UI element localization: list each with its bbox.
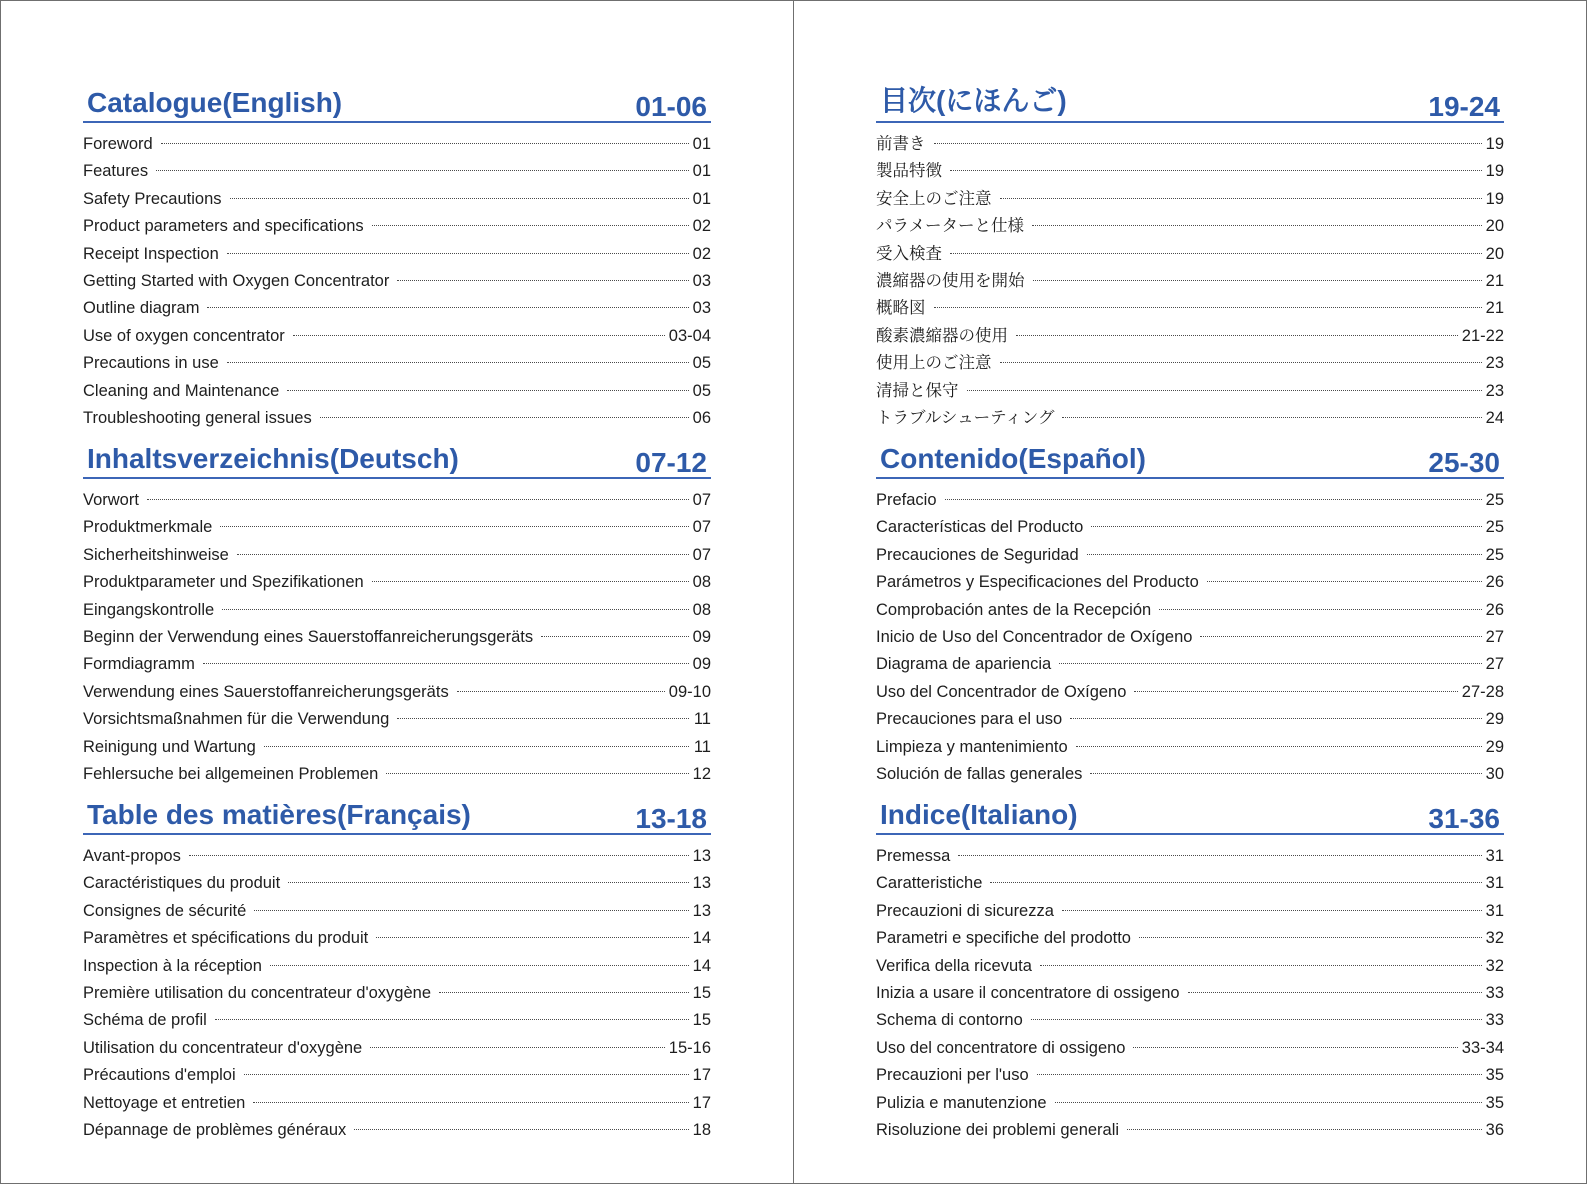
left-column bbox=[83, 81, 711, 1149]
toc-entry[interactable] bbox=[876, 213, 1504, 240]
dot-leader bbox=[227, 253, 689, 254]
toc-entry-label: Características del Producto bbox=[876, 518, 1084, 537]
toc-entry[interactable] bbox=[876, 241, 1504, 268]
toc-entry[interactable] bbox=[876, 1090, 1504, 1117]
toc-entry[interactable] bbox=[876, 514, 1504, 541]
toc-entry-page: 31 bbox=[1485, 901, 1504, 920]
toc-entry-label: トラブルシューティング bbox=[876, 408, 1055, 427]
dot-leader bbox=[1139, 937, 1482, 938]
dot-leader bbox=[1070, 718, 1481, 719]
toc-section-french bbox=[83, 793, 711, 1149]
toc-entry-page: 19 bbox=[1485, 135, 1504, 153]
section-title: Table des matières(Français) bbox=[87, 799, 471, 830]
toc-entry[interactable] bbox=[876, 761, 1504, 788]
dot-leader bbox=[1059, 663, 1481, 664]
toc-entry-page: 27 bbox=[1485, 627, 1504, 646]
toc-entry-label: 前書き bbox=[876, 135, 926, 153]
section-title: Indice(Italiano) bbox=[880, 799, 1078, 830]
toc-entry[interactable] bbox=[83, 1007, 711, 1034]
dot-leader bbox=[1134, 691, 1457, 692]
section-page-range: 25-30 bbox=[1428, 447, 1500, 478]
toc-entry-page: 14 bbox=[692, 956, 711, 975]
toc-entry[interactable] bbox=[83, 1035, 711, 1062]
toc-entry-label: Caractéristiques du produit bbox=[83, 874, 281, 893]
toc-entry-label: Precauzioni per l'uso bbox=[876, 1066, 1029, 1085]
toc-entry-label: Features bbox=[83, 162, 149, 181]
toc-entry-page: 03 bbox=[692, 299, 711, 318]
toc-entry-page: 03 bbox=[692, 271, 711, 290]
toc-entry-page: 32 bbox=[1485, 929, 1504, 948]
dot-leader bbox=[1000, 362, 1482, 363]
toc-entry[interactable] bbox=[876, 980, 1504, 1007]
toc-entry[interactable] bbox=[83, 1062, 711, 1089]
toc-entry-page: 13 bbox=[692, 847, 711, 865]
toc-entry-label: Parametri e specifiche del prodotto bbox=[876, 929, 1131, 948]
section-header bbox=[876, 81, 1504, 123]
toc-entry-label: Precauzioni di sicurezza bbox=[876, 901, 1054, 920]
toc-entry[interactable] bbox=[876, 487, 1504, 514]
dot-leader bbox=[1200, 636, 1481, 637]
toc-entry[interactable] bbox=[83, 323, 711, 350]
toc-entry[interactable] bbox=[83, 295, 711, 322]
toc-entry-page: 11 bbox=[693, 710, 711, 729]
dot-leader bbox=[293, 335, 665, 336]
toc-entry-label: Precautions in use bbox=[83, 354, 219, 373]
toc-entry[interactable] bbox=[876, 268, 1504, 295]
toc-entry[interactable] bbox=[83, 624, 711, 651]
toc-entry[interactable] bbox=[876, 679, 1504, 706]
toc-entry-label: 使用上のご注意 bbox=[876, 354, 992, 373]
toc-entry[interactable] bbox=[876, 651, 1504, 678]
toc-entry-page: 25 bbox=[1485, 545, 1504, 564]
toc-entry-page: 26 bbox=[1485, 573, 1504, 592]
toc-entry-page: 32 bbox=[1485, 956, 1504, 975]
toc-entry-page: 11 bbox=[693, 737, 711, 756]
toc-entry-page: 01 bbox=[692, 162, 711, 181]
toc-entry-page: 29 bbox=[1485, 737, 1504, 756]
toc-entry-label: Consignes de sécurité bbox=[83, 901, 247, 920]
toc-entry[interactable] bbox=[876, 295, 1504, 322]
toc-entry[interactable] bbox=[876, 542, 1504, 569]
toc-entry-label: Précautions d'emploi bbox=[83, 1066, 236, 1085]
toc-entry[interactable] bbox=[83, 980, 711, 1007]
toc-entry-page: 18 bbox=[692, 1120, 711, 1139]
toc-entry-label: Paramètres et spécifications du produit bbox=[83, 929, 369, 948]
toc-entry[interactable] bbox=[83, 405, 711, 432]
toc-entry-page: 02 bbox=[692, 244, 711, 263]
section-title: Inhaltsverzeichnis(Deutsch) bbox=[87, 443, 459, 474]
toc-entry[interactable] bbox=[83, 706, 711, 733]
right-page bbox=[793, 0, 1587, 1184]
dot-leader bbox=[1091, 526, 1481, 527]
toc-entry-page: 26 bbox=[1485, 600, 1504, 619]
toc-entry-label: 安全上のご注意 bbox=[876, 189, 992, 208]
dot-leader bbox=[1159, 609, 1481, 610]
toc-entry[interactable] bbox=[83, 761, 711, 788]
toc-entry-page: 23 bbox=[1485, 381, 1504, 400]
toc-entry[interactable] bbox=[876, 1062, 1504, 1089]
toc-entry-label: Schéma de profil bbox=[83, 1011, 207, 1030]
toc-entry-label: Produktparameter und Spezifikationen bbox=[83, 573, 364, 592]
dot-leader bbox=[227, 362, 689, 363]
dot-leader bbox=[397, 280, 688, 281]
dot-leader bbox=[222, 609, 688, 610]
toc-entry-label: Dépannage de problèmes généraux bbox=[83, 1120, 347, 1139]
toc-entry[interactable] bbox=[83, 651, 711, 678]
toc-entry[interactable] bbox=[876, 870, 1504, 897]
dot-leader bbox=[264, 746, 689, 747]
section-title: Catalogue(English) bbox=[87, 87, 343, 118]
toc-entry-label: Comprobación antes de la Recepción bbox=[876, 600, 1152, 619]
dot-leader bbox=[147, 499, 689, 500]
toc-entry-label: Limpieza y mantenimiento bbox=[876, 737, 1068, 756]
dot-leader bbox=[189, 855, 689, 856]
toc-entry[interactable] bbox=[83, 870, 711, 897]
toc-entry[interactable] bbox=[876, 158, 1504, 185]
dot-leader bbox=[1062, 910, 1482, 911]
section-header bbox=[876, 793, 1504, 835]
toc-entry-page: 07 bbox=[692, 518, 711, 537]
toc-entry-page: 30 bbox=[1485, 764, 1504, 783]
toc-entry-page: 09 bbox=[692, 627, 711, 646]
toc-entry[interactable] bbox=[876, 350, 1504, 377]
toc-entry-label: Sicherheitshinweise bbox=[83, 545, 229, 564]
toc-entry-page: 31 bbox=[1485, 847, 1504, 865]
toc-entry-label: Getting Started with Oxygen Concentrator bbox=[83, 271, 390, 290]
toc-section-german bbox=[83, 437, 711, 793]
toc-entry-label: Use of oxygen concentrator bbox=[83, 326, 285, 345]
toc-entry[interactable] bbox=[83, 597, 711, 624]
section-title: Contenido(Español) bbox=[880, 443, 1146, 474]
toc-entry-label: Vorwort bbox=[83, 491, 139, 509]
toc-entry-page: 03-04 bbox=[668, 326, 711, 345]
dot-leader bbox=[1090, 773, 1481, 774]
toc-entry[interactable] bbox=[876, 706, 1504, 733]
toc-entry[interactable] bbox=[876, 405, 1504, 432]
dot-leader bbox=[376, 937, 688, 938]
toc-entry[interactable] bbox=[876, 925, 1504, 952]
toc-entry-page: 25 bbox=[1485, 518, 1504, 537]
toc-entry-page: 09-10 bbox=[668, 682, 711, 701]
dot-leader bbox=[1055, 1102, 1482, 1103]
toc-entry-label: Caratteristiche bbox=[876, 874, 983, 893]
dot-leader bbox=[397, 718, 689, 719]
toc-entry-page: 33-34 bbox=[1461, 1038, 1504, 1057]
toc-entry[interactable] bbox=[83, 131, 711, 158]
dot-leader bbox=[1037, 1074, 1482, 1075]
toc-entry-page: 05 bbox=[692, 381, 711, 400]
toc-entry-label: Precauciones para el uso bbox=[876, 710, 1063, 729]
toc-entry-label: Diagrama de apariencia bbox=[876, 655, 1052, 674]
dot-leader bbox=[372, 581, 689, 582]
toc-entry[interactable] bbox=[83, 843, 711, 870]
toc-entry-label: Inicio de Uso del Concentrador de Oxígeno bbox=[876, 627, 1193, 646]
toc-entry-label: Avant-propos bbox=[83, 847, 181, 865]
toc-entry-label: Eingangskontrolle bbox=[83, 600, 215, 619]
toc-entry-page: 01 bbox=[692, 135, 711, 153]
toc-entry[interactable] bbox=[83, 241, 711, 268]
section-title: 目次(にほんご) bbox=[880, 85, 1067, 116]
toc-entry-label: Utilisation du concentrateur d'oxygène bbox=[83, 1038, 363, 1057]
toc-entry[interactable] bbox=[876, 734, 1504, 761]
toc-entry-label: Pulizia e manutenzione bbox=[876, 1093, 1047, 1112]
toc-entry[interactable] bbox=[83, 213, 711, 240]
toc-entry-label: Precauciones de Seguridad bbox=[876, 545, 1079, 564]
toc-entry-page: 35 bbox=[1485, 1093, 1504, 1112]
section-header bbox=[83, 437, 711, 479]
dot-leader bbox=[156, 170, 689, 171]
toc-entry-label: Parámetros y Especificaciones del Producto bbox=[876, 573, 1199, 592]
toc-entry-page: 13 bbox=[692, 874, 711, 893]
toc-entry-page: 25 bbox=[1485, 491, 1504, 509]
toc-entry-page: 15 bbox=[692, 983, 711, 1002]
dot-leader bbox=[967, 390, 1482, 391]
toc-entry-label: Cleaning and Maintenance bbox=[83, 381, 280, 400]
section-header bbox=[83, 81, 711, 123]
toc-entry[interactable] bbox=[83, 953, 711, 980]
toc-entry-page: 07 bbox=[692, 545, 711, 564]
dot-leader bbox=[237, 554, 689, 555]
toc-entry[interactable] bbox=[876, 186, 1504, 213]
dot-leader bbox=[1016, 335, 1458, 336]
toc-entry-page: 12 bbox=[692, 764, 711, 783]
dot-leader bbox=[945, 499, 1482, 500]
section-page-range: 19-24 bbox=[1428, 91, 1500, 122]
toc-entry-label: Vorsichtsmaßnahmen für die Verwendung bbox=[83, 710, 390, 729]
toc-entry-page: 35 bbox=[1485, 1066, 1504, 1085]
dot-leader bbox=[958, 855, 1481, 856]
dot-leader bbox=[950, 170, 1482, 171]
dot-leader bbox=[386, 773, 688, 774]
toc-entry-label: 概略図 bbox=[876, 299, 926, 318]
toc-entry-page: 09 bbox=[692, 655, 711, 674]
dot-leader bbox=[541, 636, 689, 637]
toc-entry[interactable] bbox=[83, 898, 711, 925]
toc-entry-page: 36 bbox=[1485, 1120, 1504, 1139]
dot-leader bbox=[244, 1074, 689, 1075]
dot-leader bbox=[1040, 965, 1482, 966]
dot-leader bbox=[254, 910, 688, 911]
toc-entry[interactable] bbox=[876, 569, 1504, 596]
toc-entry[interactable] bbox=[876, 953, 1504, 980]
dot-leader bbox=[220, 526, 688, 527]
toc-entry[interactable] bbox=[83, 734, 711, 761]
toc-entry-label: Receipt Inspection bbox=[83, 244, 219, 263]
toc-entry-page: 21 bbox=[1485, 299, 1504, 318]
toc-entry[interactable] bbox=[83, 925, 711, 952]
toc-entry-page: 21-22 bbox=[1461, 326, 1504, 345]
toc-entry[interactable] bbox=[83, 679, 711, 706]
toc-entry-page: 20 bbox=[1485, 217, 1504, 236]
dot-leader bbox=[457, 691, 665, 692]
dot-leader bbox=[1032, 225, 1482, 226]
toc-entry-page: 17 bbox=[692, 1093, 711, 1112]
section-page-range: 31-36 bbox=[1428, 803, 1500, 834]
dot-leader bbox=[215, 1019, 689, 1020]
toc-entry-label: 酸素濃縮器の使用 bbox=[876, 326, 1008, 345]
toc-entry-page: 13 bbox=[692, 901, 711, 920]
dot-leader bbox=[370, 1047, 665, 1048]
dot-leader bbox=[288, 882, 688, 883]
toc-section-english bbox=[83, 81, 711, 437]
dot-leader bbox=[1133, 1047, 1457, 1048]
toc-entry-page: 08 bbox=[692, 600, 711, 619]
section-header bbox=[876, 437, 1504, 479]
dot-leader bbox=[1127, 1129, 1482, 1130]
toc-entry-page: 06 bbox=[692, 408, 711, 427]
dot-leader bbox=[253, 1102, 688, 1103]
toc-entry-page: 19 bbox=[1485, 162, 1504, 181]
dot-leader bbox=[934, 143, 1482, 144]
toc-entry-page: 33 bbox=[1485, 983, 1504, 1002]
dot-leader bbox=[934, 307, 1482, 308]
toc-entry-label: Beginn der Verwendung eines Sauerstoffanreicherungsgeräts bbox=[83, 627, 534, 646]
toc-entry[interactable] bbox=[83, 378, 711, 405]
toc-entry-label: Formdiagramm bbox=[83, 655, 195, 674]
toc-entry-page: 19 bbox=[1485, 189, 1504, 208]
left-page bbox=[0, 0, 794, 1184]
toc-entry-label: Inspection à la réception bbox=[83, 956, 262, 975]
toc-entry-label: Première utilisation du concentrateur d'oxygène bbox=[83, 983, 432, 1002]
dot-leader bbox=[230, 198, 689, 199]
toc-entry[interactable] bbox=[83, 514, 711, 541]
toc-entry-label: Outline diagram bbox=[83, 299, 200, 318]
dot-leader bbox=[287, 390, 688, 391]
section-page-range: 01-06 bbox=[635, 91, 707, 122]
section-header bbox=[83, 793, 711, 835]
toc-entry[interactable] bbox=[83, 186, 711, 213]
toc-entry-page: 05 bbox=[692, 354, 711, 373]
toc-entry[interactable] bbox=[876, 843, 1504, 870]
toc-entry-label: Nettoyage et entretien bbox=[83, 1093, 246, 1112]
toc-entry[interactable] bbox=[83, 487, 711, 514]
right-column bbox=[876, 81, 1504, 1149]
section-page-range: 13-18 bbox=[635, 803, 707, 834]
toc-entry-label: Schema di contorno bbox=[876, 1011, 1023, 1030]
toc-entry-label: Verwendung eines Sauerstoffanreicherungsgeräts bbox=[83, 682, 449, 701]
toc-entry[interactable] bbox=[876, 131, 1504, 158]
toc-entry[interactable] bbox=[876, 1035, 1504, 1062]
toc-entry-label: Uso del concentratore di ossigeno bbox=[876, 1038, 1126, 1057]
toc-entry-label: Fehlersuche bei allgemeinen Problemen bbox=[83, 764, 379, 783]
toc-entry-label: Solución de fallas generales bbox=[876, 764, 1083, 783]
dot-leader bbox=[320, 417, 689, 418]
toc-section-italian bbox=[876, 793, 1504, 1149]
toc-entry[interactable] bbox=[83, 268, 711, 295]
toc-entry-label: Premessa bbox=[876, 847, 951, 865]
dot-leader bbox=[203, 663, 689, 664]
dot-leader bbox=[207, 307, 688, 308]
toc-entry-page: 17 bbox=[692, 1066, 711, 1085]
toc-entry-page: 27 bbox=[1485, 655, 1504, 674]
toc-entry[interactable] bbox=[876, 378, 1504, 405]
toc-entry-label: 受入検査 bbox=[876, 244, 942, 263]
toc-entry-label: 清掃と保守 bbox=[876, 381, 959, 400]
dot-leader bbox=[439, 992, 689, 993]
dot-leader bbox=[950, 253, 1482, 254]
toc-section-spanish bbox=[876, 437, 1504, 793]
toc-section-japanese bbox=[876, 81, 1504, 437]
dot-leader bbox=[1188, 992, 1482, 993]
toc-entry-page: 07 bbox=[692, 491, 711, 509]
toc-entry-label: Foreword bbox=[83, 135, 153, 153]
dot-leader bbox=[1062, 417, 1481, 418]
toc-entry-label: Inizia a usare il concentratore di ossigeno bbox=[876, 983, 1180, 1002]
toc-entry-page: 21 bbox=[1485, 271, 1504, 290]
toc-entry-page: 29 bbox=[1485, 710, 1504, 729]
toc-entry[interactable] bbox=[876, 597, 1504, 624]
toc-entry-label: Prefacio bbox=[876, 491, 937, 509]
toc-entry-label: Troubleshooting general issues bbox=[83, 408, 312, 427]
toc-entry-page: 02 bbox=[692, 217, 711, 236]
toc-entry-label: Verifica della ricevuta bbox=[876, 956, 1032, 975]
dot-leader bbox=[1207, 581, 1482, 582]
toc-entry-page: 20 bbox=[1485, 244, 1504, 263]
dot-leader bbox=[1076, 746, 1482, 747]
toc-entry-page: 33 bbox=[1485, 1011, 1504, 1030]
toc-entry-label: パラメーターと仕様 bbox=[876, 217, 1025, 236]
toc-entry-page: 27-28 bbox=[1461, 682, 1504, 701]
dot-leader bbox=[354, 1129, 688, 1130]
toc-entry-label: Safety Precautions bbox=[83, 189, 222, 208]
toc-entry-page: 01 bbox=[692, 189, 711, 208]
toc-entry-label: 濃縮器の使用を開始 bbox=[876, 271, 1025, 290]
toc-entry[interactable] bbox=[876, 624, 1504, 651]
toc-entry[interactable] bbox=[83, 158, 711, 185]
toc-entry-page: 31 bbox=[1485, 874, 1504, 893]
dot-leader bbox=[1087, 554, 1482, 555]
dot-leader bbox=[1000, 198, 1482, 199]
dot-leader bbox=[1033, 280, 1482, 281]
toc-entry-page: 24 bbox=[1485, 408, 1504, 427]
toc-entry-page: 23 bbox=[1485, 354, 1504, 373]
toc-entry[interactable] bbox=[83, 1117, 711, 1144]
toc-entry-label: Risoluzione dei problemi generali bbox=[876, 1120, 1120, 1139]
section-page-range: 07-12 bbox=[635, 447, 707, 478]
toc-entry-label: Uso del Concentrador de Oxígeno bbox=[876, 682, 1127, 701]
toc-entry[interactable] bbox=[876, 898, 1504, 925]
toc-entry[interactable] bbox=[83, 569, 711, 596]
dot-leader bbox=[990, 882, 1481, 883]
dot-leader bbox=[161, 143, 689, 144]
toc-entry-label: Reinigung und Wartung bbox=[83, 737, 256, 756]
toc-entry-page: 14 bbox=[692, 929, 711, 948]
toc-entry[interactable] bbox=[876, 1117, 1504, 1144]
dot-leader bbox=[270, 965, 689, 966]
toc-entry[interactable] bbox=[876, 323, 1504, 350]
dot-leader bbox=[1031, 1019, 1482, 1020]
toc-entry-page: 15-16 bbox=[668, 1038, 711, 1057]
dot-leader bbox=[372, 225, 689, 226]
toc-entry[interactable] bbox=[876, 1007, 1504, 1034]
toc-entry-label: Product parameters and specifications bbox=[83, 217, 364, 236]
toc-entry[interactable] bbox=[83, 1090, 711, 1117]
toc-entry[interactable] bbox=[83, 350, 711, 377]
toc-entry-label: 製品特徴 bbox=[876, 162, 942, 181]
toc-entry-label: Produktmerkmale bbox=[83, 518, 213, 537]
toc-entry-page: 15 bbox=[692, 1011, 711, 1030]
toc-entry-page: 08 bbox=[692, 573, 711, 592]
toc-entry[interactable] bbox=[83, 542, 711, 569]
